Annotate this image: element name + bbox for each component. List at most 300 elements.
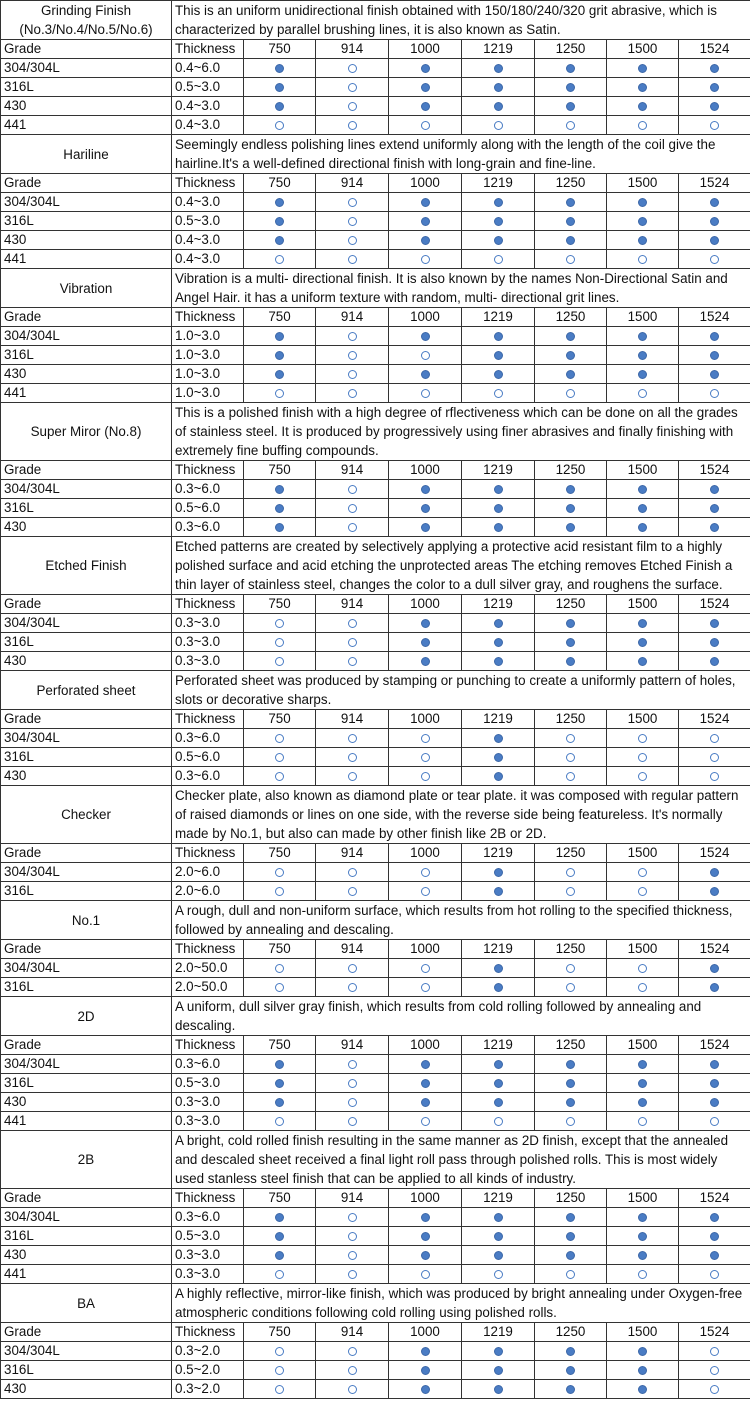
available-dot-icon [638, 1060, 647, 1069]
availability-cell [316, 863, 389, 882]
thickness-cell: 1.0~3.0 [172, 327, 244, 346]
unavailable-circle-icon [566, 753, 575, 762]
availability-cell [535, 1093, 607, 1112]
grade-row [1, 499, 750, 518]
availability-cell [679, 78, 750, 97]
availability-cell [535, 1227, 607, 1246]
available-dot-icon [275, 1079, 284, 1088]
availability-cell [535, 480, 607, 499]
grade-cell: 430 [1, 1380, 172, 1399]
available-dot-icon [421, 64, 430, 73]
grade-row [1, 1074, 750, 1093]
width-header: 1000 [389, 844, 462, 863]
unavailable-circle-icon [348, 332, 357, 341]
width-header: 1524 [679, 308, 750, 327]
width-header: 1219 [462, 1323, 535, 1342]
availability-cell [535, 97, 607, 116]
availability-cell [316, 978, 389, 997]
availability-cell [679, 882, 750, 901]
availability-cell [316, 212, 389, 231]
availability-cell [535, 882, 607, 901]
unavailable-circle-icon [421, 753, 430, 762]
grade-row [1, 748, 750, 767]
grade-row [1, 729, 750, 748]
availability-cell [607, 231, 679, 250]
availability-cell [316, 652, 389, 671]
unavailable-circle-icon [348, 868, 357, 877]
availability-cell [462, 327, 535, 346]
available-dot-icon [494, 983, 503, 992]
availability-cell [679, 1055, 750, 1074]
available-dot-icon [710, 236, 719, 245]
availability-cell [462, 959, 535, 978]
unavailable-circle-icon [348, 389, 357, 398]
availability-cell [462, 346, 535, 365]
thickness-header: Thickness [172, 308, 244, 327]
thickness-cell: 0.3~3.0 [172, 1246, 244, 1265]
finish-name: Hariline [1, 135, 172, 174]
availability-cell [389, 1055, 462, 1074]
availability-cell [389, 1093, 462, 1112]
available-dot-icon [638, 198, 647, 207]
thickness-cell: 0.5~3.0 [172, 78, 244, 97]
unavailable-circle-icon [638, 983, 647, 992]
available-dot-icon [710, 657, 719, 666]
width-header: 750 [244, 1189, 316, 1208]
unavailable-circle-icon [275, 1117, 284, 1126]
unavailable-circle-icon [638, 389, 647, 398]
unavailable-circle-icon [348, 887, 357, 896]
availability-cell [389, 518, 462, 537]
grade-row [1, 327, 750, 346]
unavailable-circle-icon [638, 964, 647, 973]
width-header: 750 [244, 1323, 316, 1342]
available-dot-icon [566, 523, 575, 532]
availability-cell [244, 633, 316, 652]
width-header: 1250 [535, 1036, 607, 1055]
grade-row [1, 193, 750, 212]
available-dot-icon [494, 1385, 503, 1394]
unavailable-circle-icon [348, 198, 357, 207]
availability-cell [316, 1112, 389, 1131]
thickness-cell: 2.0~50.0 [172, 978, 244, 997]
availability-cell [607, 193, 679, 212]
unavailable-circle-icon [275, 734, 284, 743]
available-dot-icon [275, 504, 284, 513]
availability-cell [607, 614, 679, 633]
thickness-cell: 0.5~3.0 [172, 212, 244, 231]
availability-cell [535, 1246, 607, 1265]
availability-cell [607, 1265, 679, 1284]
availability-cell [244, 97, 316, 116]
thickness-header: Thickness [172, 940, 244, 959]
thickness-cell: 0.3~3.0 [172, 633, 244, 652]
grade-cell: 441 [1, 1112, 172, 1131]
available-dot-icon [421, 217, 430, 226]
unavailable-circle-icon [348, 1098, 357, 1107]
unavailable-circle-icon [638, 868, 647, 877]
availability-cell [316, 250, 389, 269]
availability-cell [244, 231, 316, 250]
availability-cell [316, 1055, 389, 1074]
finish-description-row [1, 403, 750, 461]
availability-cell [607, 518, 679, 537]
unavailable-circle-icon [275, 887, 284, 896]
available-dot-icon [638, 64, 647, 73]
availability-cell [679, 59, 750, 78]
available-dot-icon [638, 619, 647, 628]
availability-cell [607, 729, 679, 748]
width-header: 750 [244, 174, 316, 193]
available-dot-icon [638, 1213, 647, 1222]
availability-cell [607, 978, 679, 997]
grade-header: Grade [1, 940, 172, 959]
availability-cell [462, 97, 535, 116]
available-dot-icon [566, 198, 575, 207]
width-header: 750 [244, 308, 316, 327]
availability-cell [389, 959, 462, 978]
width-header-row [1, 940, 750, 959]
availability-cell [316, 97, 389, 116]
available-dot-icon [421, 619, 430, 628]
grade-cell: 304/304L [1, 614, 172, 633]
width-header: 1250 [535, 40, 607, 59]
availability-cell [462, 633, 535, 652]
grade-row [1, 882, 750, 901]
width-header: 1524 [679, 40, 750, 59]
grade-header: Grade [1, 1189, 172, 1208]
availability-cell [607, 767, 679, 786]
grade-header: Grade [1, 174, 172, 193]
availability-cell [316, 1361, 389, 1380]
availability-cell [462, 729, 535, 748]
availability-cell [607, 863, 679, 882]
width-header: 1500 [607, 174, 679, 193]
unavailable-circle-icon [348, 1232, 357, 1241]
available-dot-icon [638, 504, 647, 513]
unavailable-circle-icon [348, 983, 357, 992]
grade-cell: 316L [1, 212, 172, 231]
availability-cell [535, 1208, 607, 1227]
available-dot-icon [710, 1213, 719, 1222]
available-dot-icon [638, 1232, 647, 1241]
availability-cell [244, 1361, 316, 1380]
grade-cell: 441 [1, 250, 172, 269]
available-dot-icon [710, 351, 719, 360]
width-header: 1219 [462, 1189, 535, 1208]
thickness-cell: 0.3~6.0 [172, 729, 244, 748]
availability-cell [535, 959, 607, 978]
width-header-row [1, 40, 750, 59]
unavailable-circle-icon [710, 255, 719, 264]
availability-cell [607, 499, 679, 518]
unavailable-circle-icon [348, 504, 357, 513]
thickness-header: Thickness [172, 461, 244, 480]
unavailable-circle-icon [421, 868, 430, 877]
available-dot-icon [710, 983, 719, 992]
width-header: 1000 [389, 461, 462, 480]
available-dot-icon [494, 772, 503, 781]
availability-cell [607, 1227, 679, 1246]
thickness-cell: 0.3~3.0 [172, 1093, 244, 1112]
availability-cell [389, 346, 462, 365]
width-header: 1250 [535, 710, 607, 729]
grade-cell: 304/304L [1, 193, 172, 212]
width-header-row [1, 1323, 750, 1342]
availability-cell [679, 250, 750, 269]
grade-cell: 304/304L [1, 959, 172, 978]
available-dot-icon [421, 523, 430, 532]
availability-cell [607, 384, 679, 403]
availability-cell [389, 384, 462, 403]
grade-header: Grade [1, 40, 172, 59]
availability-cell [607, 882, 679, 901]
unavailable-circle-icon [421, 1117, 430, 1126]
availability-cell [462, 1380, 535, 1399]
finish-description: Checker plate, also known as diamond plate or tear plate. it was composed with regular pattern of raised diamonds or lines on one side, with the reverse side being featureless. It's normally made by No.1, but also can made by other finish like 2B or 2D. [172, 786, 750, 844]
availability-cell [244, 652, 316, 671]
availability-cell [389, 480, 462, 499]
finish-name: Perforated sheet [1, 671, 172, 710]
grade-cell: 430 [1, 652, 172, 671]
availability-cell [679, 1342, 750, 1361]
availability-cell [462, 78, 535, 97]
availability-cell [607, 1342, 679, 1361]
grade-row [1, 1265, 750, 1284]
thickness-header: Thickness [172, 710, 244, 729]
grade-row [1, 384, 750, 403]
available-dot-icon [494, 619, 503, 628]
availability-cell [316, 767, 389, 786]
availability-cell [535, 346, 607, 365]
availability-cell [244, 78, 316, 97]
unavailable-circle-icon [348, 1251, 357, 1260]
availability-cell [679, 1074, 750, 1093]
unavailable-circle-icon [348, 734, 357, 743]
thickness-cell: 0.4~3.0 [172, 116, 244, 135]
width-header: 1000 [389, 40, 462, 59]
availability-cell [679, 1112, 750, 1131]
thickness-cell: 0.3~2.0 [172, 1380, 244, 1399]
unavailable-circle-icon [638, 772, 647, 781]
availability-cell [389, 863, 462, 882]
grade-cell: 430 [1, 518, 172, 537]
available-dot-icon [421, 1060, 430, 1069]
availability-cell [389, 231, 462, 250]
availability-cell [679, 480, 750, 499]
availability-cell [679, 748, 750, 767]
availability-cell [679, 1265, 750, 1284]
unavailable-circle-icon [638, 887, 647, 896]
grade-cell: 316L [1, 748, 172, 767]
availability-cell [535, 250, 607, 269]
unavailable-circle-icon [348, 523, 357, 532]
width-header: 1000 [389, 174, 462, 193]
unavailable-circle-icon [421, 121, 430, 130]
availability-cell [607, 633, 679, 652]
availability-cell [316, 1074, 389, 1093]
availability-cell [389, 1227, 462, 1246]
availability-cell [535, 1074, 607, 1093]
available-dot-icon [710, 332, 719, 341]
availability-cell [389, 1361, 462, 1380]
available-dot-icon [421, 1232, 430, 1241]
finish-name: Grinding Finish (No.3/No.4/No.5/No.6) [1, 1, 172, 40]
available-dot-icon [638, 523, 647, 532]
finish-description: A highly reflective, mirror-like finish, which was produced by bright annealing under Oxygen-free atmospheric conditions following cold rolling using polished rolls. [172, 1284, 750, 1323]
availability-cell [679, 327, 750, 346]
unavailable-circle-icon [275, 1347, 284, 1356]
availability-cell [316, 1342, 389, 1361]
availability-cell [535, 652, 607, 671]
available-dot-icon [710, 217, 719, 226]
availability-cell [389, 97, 462, 116]
finish-description-row [1, 997, 750, 1036]
availability-cell [679, 1227, 750, 1246]
availability-cell [607, 346, 679, 365]
available-dot-icon [275, 217, 284, 226]
available-dot-icon [638, 657, 647, 666]
available-dot-icon [494, 868, 503, 877]
available-dot-icon [421, 332, 430, 341]
available-dot-icon [710, 868, 719, 877]
unavailable-circle-icon [348, 619, 357, 628]
available-dot-icon [494, 753, 503, 762]
availability-cell [244, 212, 316, 231]
grade-cell: 304/304L [1, 480, 172, 499]
availability-cell [316, 959, 389, 978]
availability-cell [462, 748, 535, 767]
width-header-row [1, 710, 750, 729]
availability-cell [679, 97, 750, 116]
thickness-cell: 2.0~6.0 [172, 882, 244, 901]
thickness-cell: 1.0~3.0 [172, 384, 244, 403]
availability-cell [244, 748, 316, 767]
available-dot-icon [421, 83, 430, 92]
width-header: 1500 [607, 844, 679, 863]
available-dot-icon [638, 1366, 647, 1375]
availability-cell [316, 1246, 389, 1265]
grade-header: Grade [1, 461, 172, 480]
availability-cell [462, 863, 535, 882]
grade-cell: 316L [1, 346, 172, 365]
grade-row [1, 1361, 750, 1380]
unavailable-circle-icon [275, 255, 284, 264]
unavailable-circle-icon [275, 657, 284, 666]
width-header: 1250 [535, 940, 607, 959]
available-dot-icon [421, 504, 430, 513]
available-dot-icon [494, 83, 503, 92]
availability-cell [316, 729, 389, 748]
available-dot-icon [638, 332, 647, 341]
available-dot-icon [275, 198, 284, 207]
availability-cell [316, 346, 389, 365]
grade-header: Grade [1, 308, 172, 327]
grade-cell: 304/304L [1, 1342, 172, 1361]
available-dot-icon [638, 102, 647, 111]
availability-cell [389, 1380, 462, 1399]
grade-cell: 316L [1, 978, 172, 997]
finish-description: Etched patterns are created by selectively applying a protective acid resistant film to a highly polished surface and acid etching the unprotected areas The etching removes Etched Finish a thin layer of stainless steel, changes the color to a dull silver gray, and roughens the surface. [172, 537, 750, 595]
availability-cell [679, 1208, 750, 1227]
unavailable-circle-icon [348, 236, 357, 245]
availability-cell [244, 1227, 316, 1246]
availability-cell [462, 1074, 535, 1093]
availability-cell [679, 384, 750, 403]
availability-cell [462, 1093, 535, 1112]
unavailable-circle-icon [275, 868, 284, 877]
grade-cell: 304/304L [1, 729, 172, 748]
width-header: 1524 [679, 461, 750, 480]
available-dot-icon [421, 102, 430, 111]
availability-cell [244, 384, 316, 403]
unavailable-circle-icon [494, 121, 503, 130]
availability-cell [535, 518, 607, 537]
grade-row [1, 1093, 750, 1112]
availability-cell [389, 633, 462, 652]
unavailable-circle-icon [566, 389, 575, 398]
available-dot-icon [494, 102, 503, 111]
unavailable-circle-icon [638, 753, 647, 762]
availability-cell [316, 78, 389, 97]
availability-cell [679, 212, 750, 231]
availability-cell [462, 1342, 535, 1361]
finish-description: This is a polished finish with a high degree of rflectiveness which can be done on all the grades of stainless steel. It is produced by progressively using finer abrasives and finally finishing with extremely fine buffing compounds. [172, 403, 750, 461]
available-dot-icon [566, 1366, 575, 1375]
available-dot-icon [494, 887, 503, 896]
availability-cell [679, 767, 750, 786]
available-dot-icon [275, 332, 284, 341]
finish-description: Vibration is a multi- directional finish. It is also known by the names Non-Directional Satin and Angel Hair. it has a uniform texture with random, multi- directional grit lines. [172, 269, 750, 308]
unavailable-circle-icon [710, 734, 719, 743]
unavailable-circle-icon [638, 121, 647, 130]
width-header: 750 [244, 461, 316, 480]
width-header: 1524 [679, 1189, 750, 1208]
width-header: 750 [244, 844, 316, 863]
availability-cell [462, 384, 535, 403]
width-header: 1500 [607, 1036, 679, 1055]
width-header: 1219 [462, 844, 535, 863]
availability-cell [389, 767, 462, 786]
available-dot-icon [494, 1060, 503, 1069]
width-header: 1250 [535, 844, 607, 863]
unavailable-circle-icon [421, 964, 430, 973]
availability-cell [389, 250, 462, 269]
availability-cell [316, 193, 389, 212]
width-header: 1219 [462, 40, 535, 59]
availability-cell [679, 978, 750, 997]
availability-cell [316, 1265, 389, 1284]
availability-cell [244, 499, 316, 518]
availability-cell [607, 1380, 679, 1399]
width-header-row [1, 461, 750, 480]
availability-cell [535, 863, 607, 882]
availability-cell [389, 59, 462, 78]
thickness-cell: 0.5~3.0 [172, 1227, 244, 1246]
available-dot-icon [421, 1251, 430, 1260]
unavailable-circle-icon [348, 1347, 357, 1356]
grade-header: Grade [1, 710, 172, 729]
grade-cell: 304/304L [1, 327, 172, 346]
unavailable-circle-icon [275, 1385, 284, 1394]
width-header: 1500 [607, 595, 679, 614]
grade-row [1, 518, 750, 537]
availability-cell [462, 1246, 535, 1265]
availability-cell [607, 1112, 679, 1131]
available-dot-icon [494, 64, 503, 73]
width-header: 1000 [389, 595, 462, 614]
width-header: 1524 [679, 1036, 750, 1055]
